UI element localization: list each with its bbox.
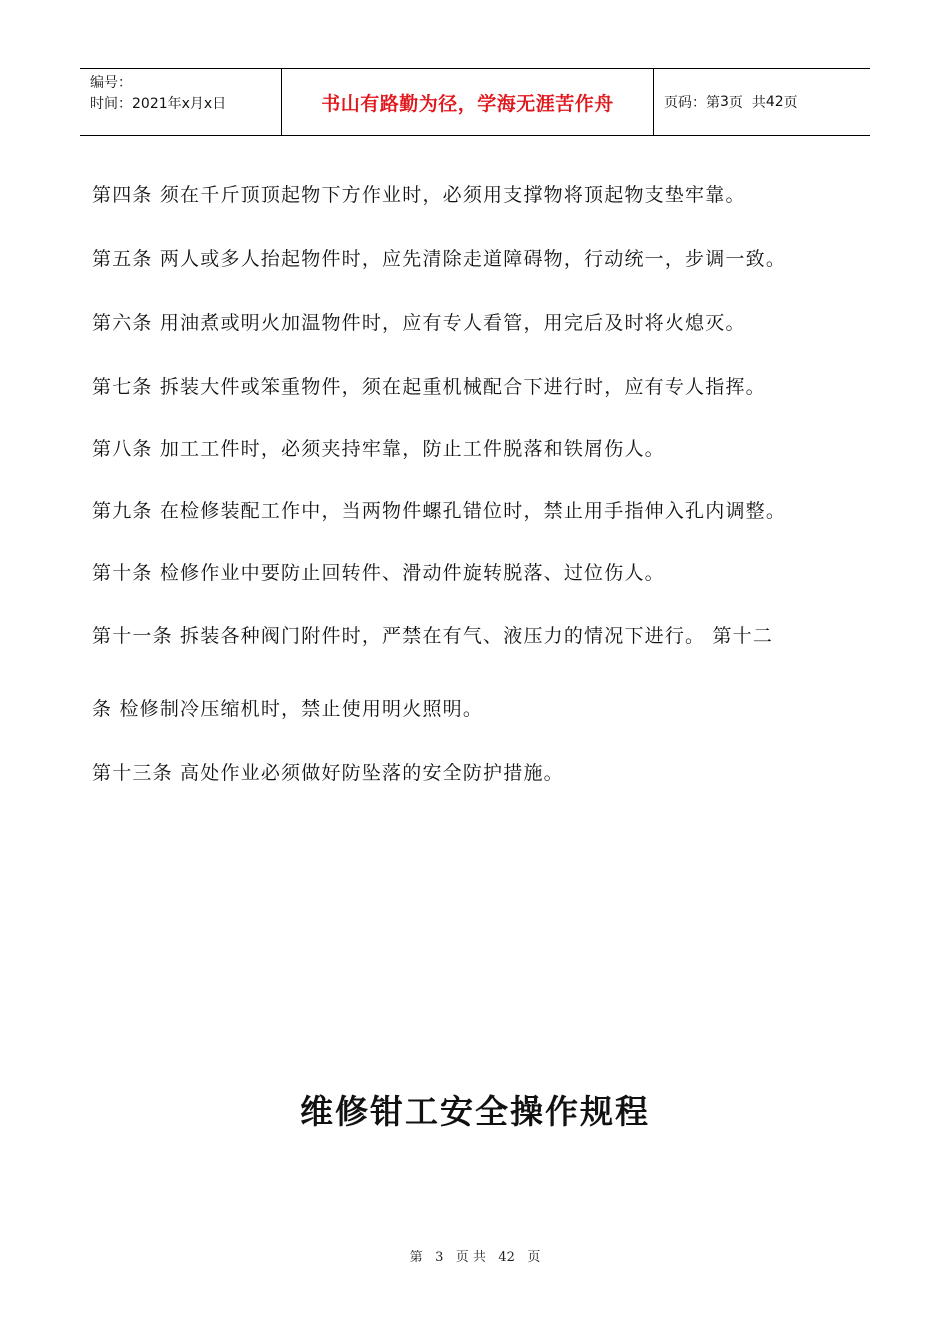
footer-prefix: 第: [409, 1250, 423, 1265]
footer-mid: 页 共: [455, 1250, 486, 1265]
article-6: 第六条 用油煮或明火加温物件时，应有专人看管，用完后及时将火熄灭。: [92, 312, 746, 334]
header-meta-cell: [80, 69, 282, 135]
article-11: 第十一条 拆装各种阀门附件时，严禁在有气、液压力的情况下进行。 第十二: [92, 625, 774, 647]
page-suffix: 页: [783, 95, 798, 111]
article-12-cont: 条 检修制冷压缩机时，禁止使用明火照明。: [92, 698, 484, 720]
article-9: 第九条 在检修装配工作中，当两物件螺孔错位时，禁止用手指伸入孔内调整。: [92, 500, 787, 522]
header-motto-cell: [282, 69, 654, 135]
article-10: 第十条 检修作业中要防止回转件、滑动件旋转脱落、过位伤人。: [92, 562, 665, 584]
article-5: 第五条 两人或多人抬起物件时，应先清除走道障碍物，行动统一，步调一致。: [92, 248, 787, 270]
article-8: 第八条 加工工件时，必须夹持牢靠，防止工件脱落和铁屑伤人。: [92, 438, 665, 460]
document-date: 时间：2021年x月x日: [90, 96, 227, 112]
page-prefix: 页码：第: [664, 95, 720, 111]
page-mid: 页 共: [728, 95, 766, 111]
article-4: 第四条 须在千斤顶顶起物下方作业时，必须用支撑物将顶起物支垫牢靠。: [92, 184, 746, 206]
article-13: 第十三条 高处作业必须做好防坠落的安全防护措施。: [92, 762, 564, 784]
motto-text: 书山有路勤为径，学海无涯苦作舟: [321, 92, 614, 115]
header-table: [80, 68, 870, 136]
document-number-label: 编号：: [90, 75, 132, 91]
article-7: 第七条 拆装大件或笨重物件，须在起重机械配合下进行时，应有专人指挥。: [92, 376, 766, 398]
page-total: 42: [765, 94, 784, 110]
page-footer: [0, 1246, 950, 1265]
page-number: 3: [720, 94, 729, 110]
footer-page-number: 3: [435, 1250, 444, 1265]
header-page-cell: [654, 69, 870, 135]
footer-suffix: 页: [527, 1250, 541, 1265]
section-title: 维修钳工安全操作规程: [300, 1092, 650, 1131]
footer-total: 42: [498, 1250, 515, 1265]
